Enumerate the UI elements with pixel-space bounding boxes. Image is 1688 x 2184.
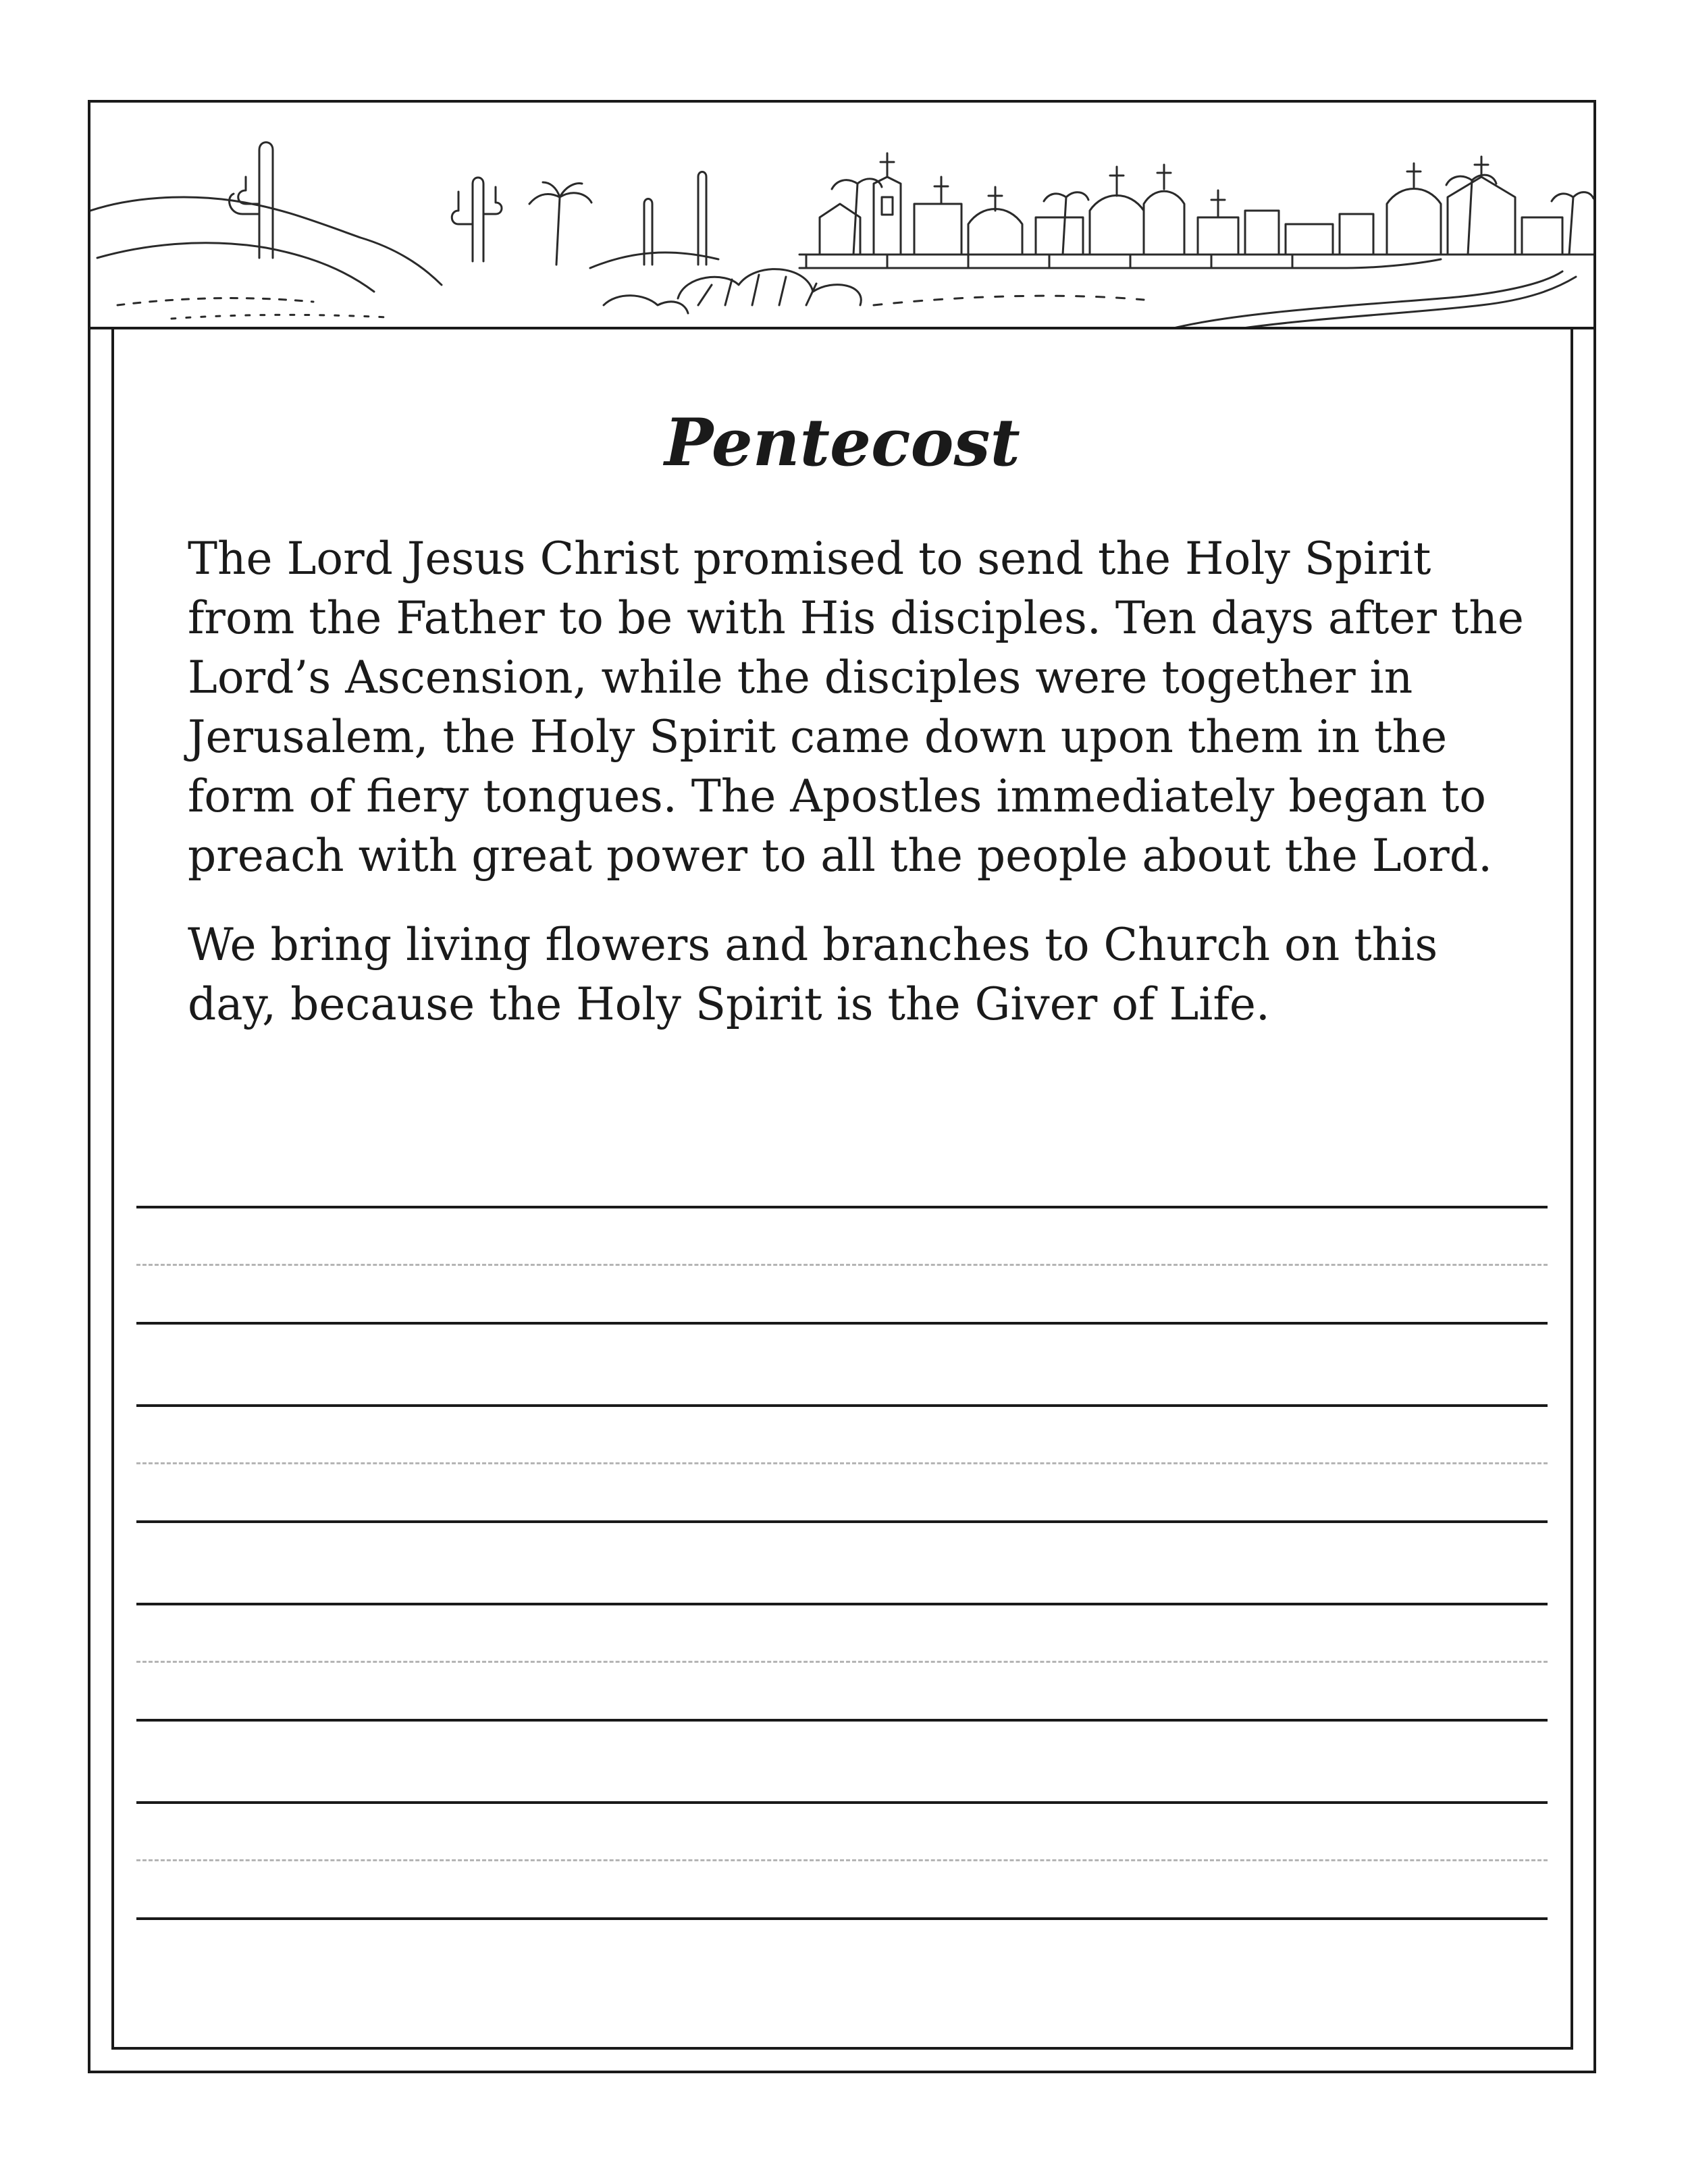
writing-baseline <box>136 1322 1548 1325</box>
writing-top-line <box>136 1206 1548 1208</box>
banner-illustration <box>90 103 1593 329</box>
jerusalem-landscape-illustration <box>90 103 1593 329</box>
writing-midline <box>136 1264 1548 1266</box>
writing-baseline <box>136 1917 1548 1920</box>
lesson-paragraph: The Lord Jesus Christ promised to send the Holy Spirit from the Father to be with His disciples. Ten days after the Lord’s Ascension, while the disciples were together in Jerusalem, the Holy Spirit came down upon them in the form of fiery tongues. The Apostles immediately began to preach with great power to all the people about the Lord. <box>188 533 1524 882</box>
writing-top-line <box>136 1404 1548 1407</box>
lesson-text <box>188 529 1531 1064</box>
writing-top-line <box>136 1801 1548 1804</box>
writing-top-line <box>136 1603 1548 1605</box>
writing-midline <box>136 1661 1548 1663</box>
worksheet-title: Pentecost <box>664 404 1020 481</box>
writing-midline <box>136 1859 1548 1861</box>
lesson-paragraph: We bring living flowers and branches to Church on this day, because the Holy Spirit is the Giver of Life. <box>188 919 1438 1030</box>
writing-midline <box>136 1462 1548 1464</box>
writing-baseline <box>136 1520 1548 1523</box>
writing-baseline <box>136 1719 1548 1722</box>
